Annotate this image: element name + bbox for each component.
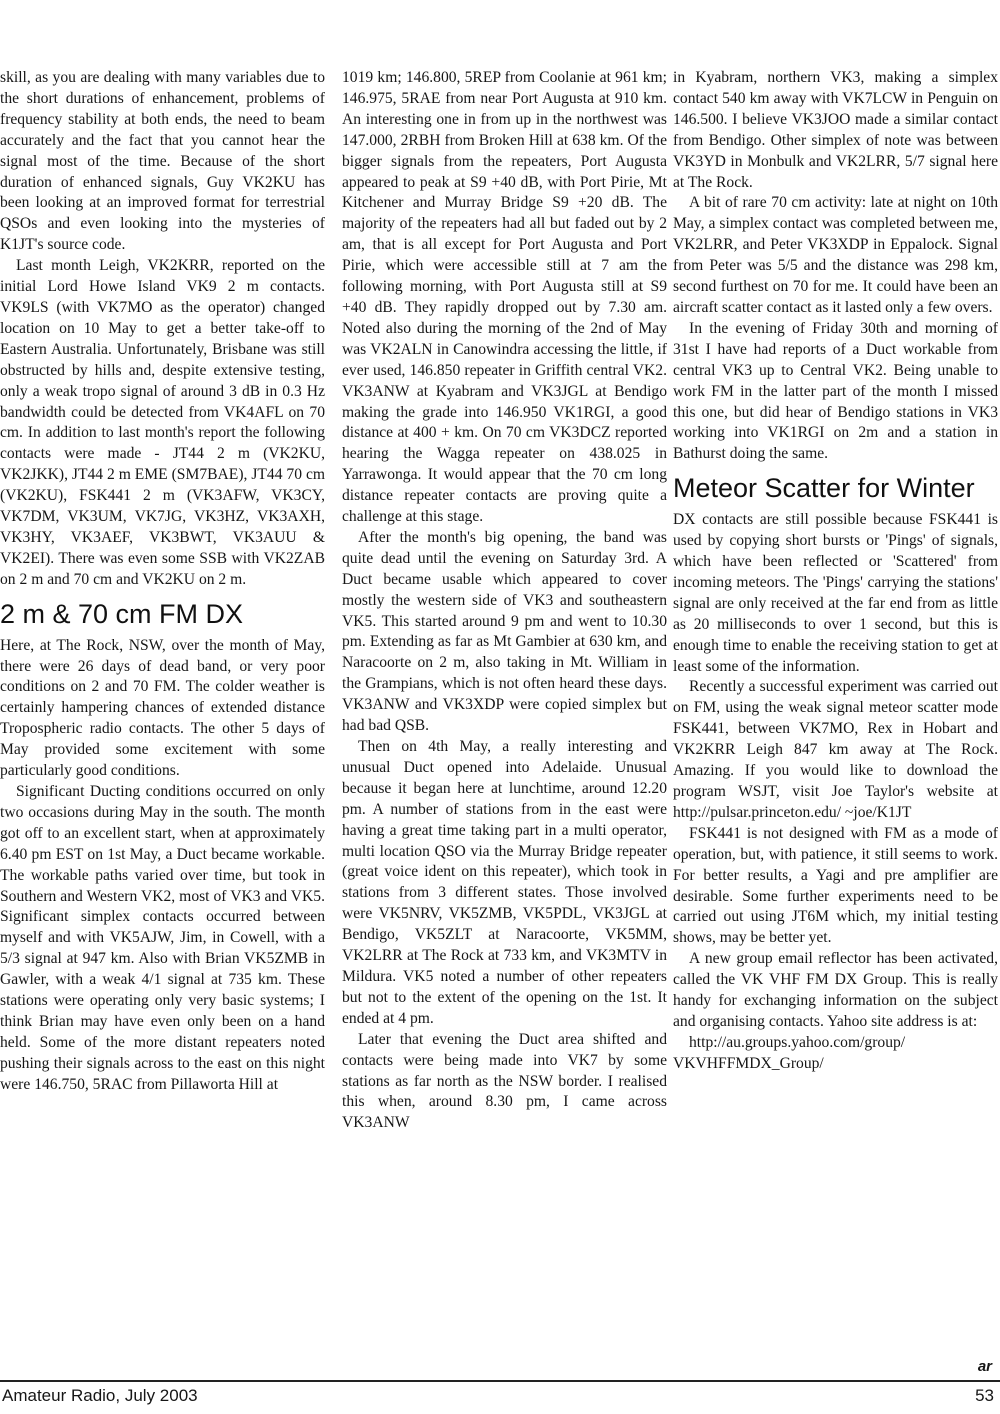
footer-page-number: 53 <box>975 1386 994 1405</box>
paragraph: A new group email reflector has been activated, called the VK VHF FM DX Group. This is really handy for exchanging information on the subject and organising contacts. Yahoo site address is at: <box>673 950 998 1030</box>
paragraph: After the month's big opening, the band was quite dead until the evening on Saturday 3rd. A Duct became usable which appeared to cover mostly the western side of VK3 and southeastern VK5. This started around 9 pm and went to 10.30 pm. Extending as far as Mt Gambier at 630 km, and Naracoorte on 2 m, also taking in Mt. William in the Grampians, which is not often heard these days. VK3ANW and VK3XDP were copied simplex but had bad QSB. <box>342 528 667 735</box>
paragraph: skill, as you are dealing with many variables due to the short durations of enhancement, problems of frequency stability at both ends, the need to beam accurately and the fact that you cannot hear the signal most of the time. Because of the short duration of enhanced signals, Guy VK2KU has been looking at an improved format for terrestrial QSOs and even looking into the mysteries of K1JT's source code. <box>0 69 325 254</box>
yahoo-group-url: http://au.groups.yahoo.com/group/ VKVHFFMDX_Group/ <box>673 1033 906 1072</box>
paragraph: Later that evening the Duct area shifted and contacts were being made into VK7 by some stations as far north as the NSW border. I realised this when, around 8.30 pm, I came across VK3ANW <box>342 1030 667 1132</box>
paragraph: in Kyabram, northern VK3, making a simplex contact 540 km away with VK7LCW in Penguin on 146.500. I believe VK3JOO made a similar contact from Bendigo. Other simplex of note was between VK3YD in Monbulk and VK2LRR, 5/7 signal here at The Rock. <box>673 69 998 191</box>
paragraph: Here, at The Rock, NSW, over the month of May, there were 26 days of dead band, or very poor conditions on 2 and 70 FM. The colder weather is certainly hampering chances of extended distance Tropospheric radio contacts. The other 5 days of May provided some excitement with some particularly good conditions. <box>0 636 325 780</box>
paragraph: DX contacts are still possible because FSK441 is used by copying short bursts or 'Pings' of signals, which have been reflected or 'Scattered' from incoming meteors. The 'Pings' carrying the stations' signal are only received at the far end from as little as 20 milliseconds to over 1 second, but this is enough time to enable the receiving station to get at least some of the information. <box>673 511 998 675</box>
paragraph: Then on 4th May, a really interesting and unusual Duct opened into Adelaide. Unusual because it began here at lunchtime, around 12.20 pm. A number of stations from in the east were having a great time taking part in a multi operator, multi location QSO via the Murray Bridge repeater (great voice ident on this repeater), which took in stations from 3 different states. Those involved were VK5NRV, VK5ZMB, VK5PDL, VK3JGL at Bendigo, VK5ZLT at Naracoorte, VK5MM, VK2LRR at The Rock at 733 km, and VK3MTV in Mildura. VK5 noted a number of other repeaters but not to the extent of the opening on the 1st. It ended at 4 pm. <box>342 738 667 1027</box>
paragraph: 1019 km; 146.800, 5REP from Coolanie at 961 km; 146.975, 5RAE from near Port Augusta at 910 km. An interesting one in from up in the northwest was 147.000, 2RBH from Broken Hill at 638 km. Of the bigger signals from the repeaters, Port Augusta appeared to peak at S9 +40 dB, with Port Pirie, Mt Kitchener and Murray Bridge S9 +20 dB. The majority of the repeaters had all but faded out by 2 am, that is all except for Port Augusta and Port Pirie, which were accessible still at 7 am the following morning, with Port Augusta still at S9 +40 dB. They rapidly dropped out by 7.30 am. Noted also during the morning of the 2nd of May was VK2ALN in Canowindra accessing the little, if ever used, 146.850 repeater in Griffith central VK2. VK3ANW at Kyabram and VK3JGL at Bendigo making the grade into 146.950 VK1RGI, a good distance at 400 + km. On 70 cm VK3DCZ reported hearing the Wagga repeater on 438.025 in Yarrawonga. It would appear that the 70 cm long distance repeater contacts are proving quite a challenge at this stage. <box>342 69 667 526</box>
section-heading-fm-dx: 2 m & 70 cm FM DX <box>0 598 244 629</box>
paragraph: Last month Leigh, VK2KRR, reported on the initial Lord Howe Island VK9 2 m contacts. VK9LS (with VK7MO as the operator) changed location on 10 May to get a better take-off to Eastern Australia. Unfortunately, Brisbane was still obstructed by hills and, despite extensive testing, only a weak tropo signal of around 3 dB in 0.3 Hz bandwidth could be detected from VK4AFL on 70 cm. In addition to last month's report the following contacts were made - JT44 2 m (VK2KU, VK2JKK), JT44 2 m EME (SM7BAE), JT44 70 cm (VK2KU), FSK441 2 m (VK3AFW, VK3CY, VK7DM, VK3UM, VK7JG, VK3HZ, VK3AXH, VK3HY, VK3AEF, VK3BWT, VK3AUU & VK2EI). There was even some SSB with VK2ZAB on 2 m and 70 cm and VK2KU on 2 m. <box>0 257 325 588</box>
article-end-mark: ar <box>977 1358 992 1375</box>
footer-divider <box>0 1380 1000 1382</box>
column-1 <box>0 68 325 1096</box>
paragraph: In the evening of Friday 30th and morning of 31st I have had reports of a Duct workable from central VK3 up to Central VK2. Being unable to work FM in the latter part of the month I missed this one, but did hear of Bendigo stations in VK3 working into VK1RGI on 2m and a station in Bathurst doing the same. <box>673 319 998 463</box>
paragraph: FSK441 is not designed with FM as a mode of operation, but, with patience, it still seems to work. For better results, a Yagi and pre amplifier are desirable. Some further experiments need to be carried out using JT6M which, my initial testing shows, may be better yet. <box>673 824 998 947</box>
column-3 <box>673 68 998 1075</box>
footer-publication: Amateur Radio, July 2003 <box>2 1386 198 1405</box>
paragraph: Significant Ducting conditions occurred on only two occasions during May in the south. The month got off to an excellent start, when at approximately 6.40 pm EST on 1st May, a Duct became workable. The workable paths varied over time, but took in Southern and Western VK2, most of VK3 and VK5. Significant simplex contacts occurred between myself and with VK5AJW, Jim, in Cowell, with a 5/3 signal at 947 km. Also with Brian VK5ZMB in Gawler, with a weak 4/1 signal at 735 km. These stations were operating only very basic systems; I think Brian may have even only been on a hand held. Some of the more distant repeaters noted pushing their signals across to the east on this night were 146.750, 5RAC from Pillaworta Hill at <box>0 783 325 1093</box>
paragraph: A bit of rare 70 cm activity: late at night on 10th May, a simplex contact was completed between me, VK2LRR, and Peter VK3XDP in Eppalock. Signal from Peter was 5/5 and the distance was 298 km, second furthest on 70 for me. It could have been an aircraft scatter contact as it lasted only a few overs. <box>673 194 998 316</box>
paragraph: Recently a successful experiment was carried out on FM, using the weak signal meteor scatter mode FSK441, between VK7MO, Rex in Hobart and VK2KRR Leigh 847 km away at The Rock. Amazing. If you would like to download the program WSJT, visit Joe Taylor's website at http://pulsar.princeton.edu/ ~joe/K1JT <box>673 678 998 821</box>
section-heading-meteor-scatter: Meteor Scatter for Winter <box>673 473 975 504</box>
column-2 <box>342 68 667 1134</box>
